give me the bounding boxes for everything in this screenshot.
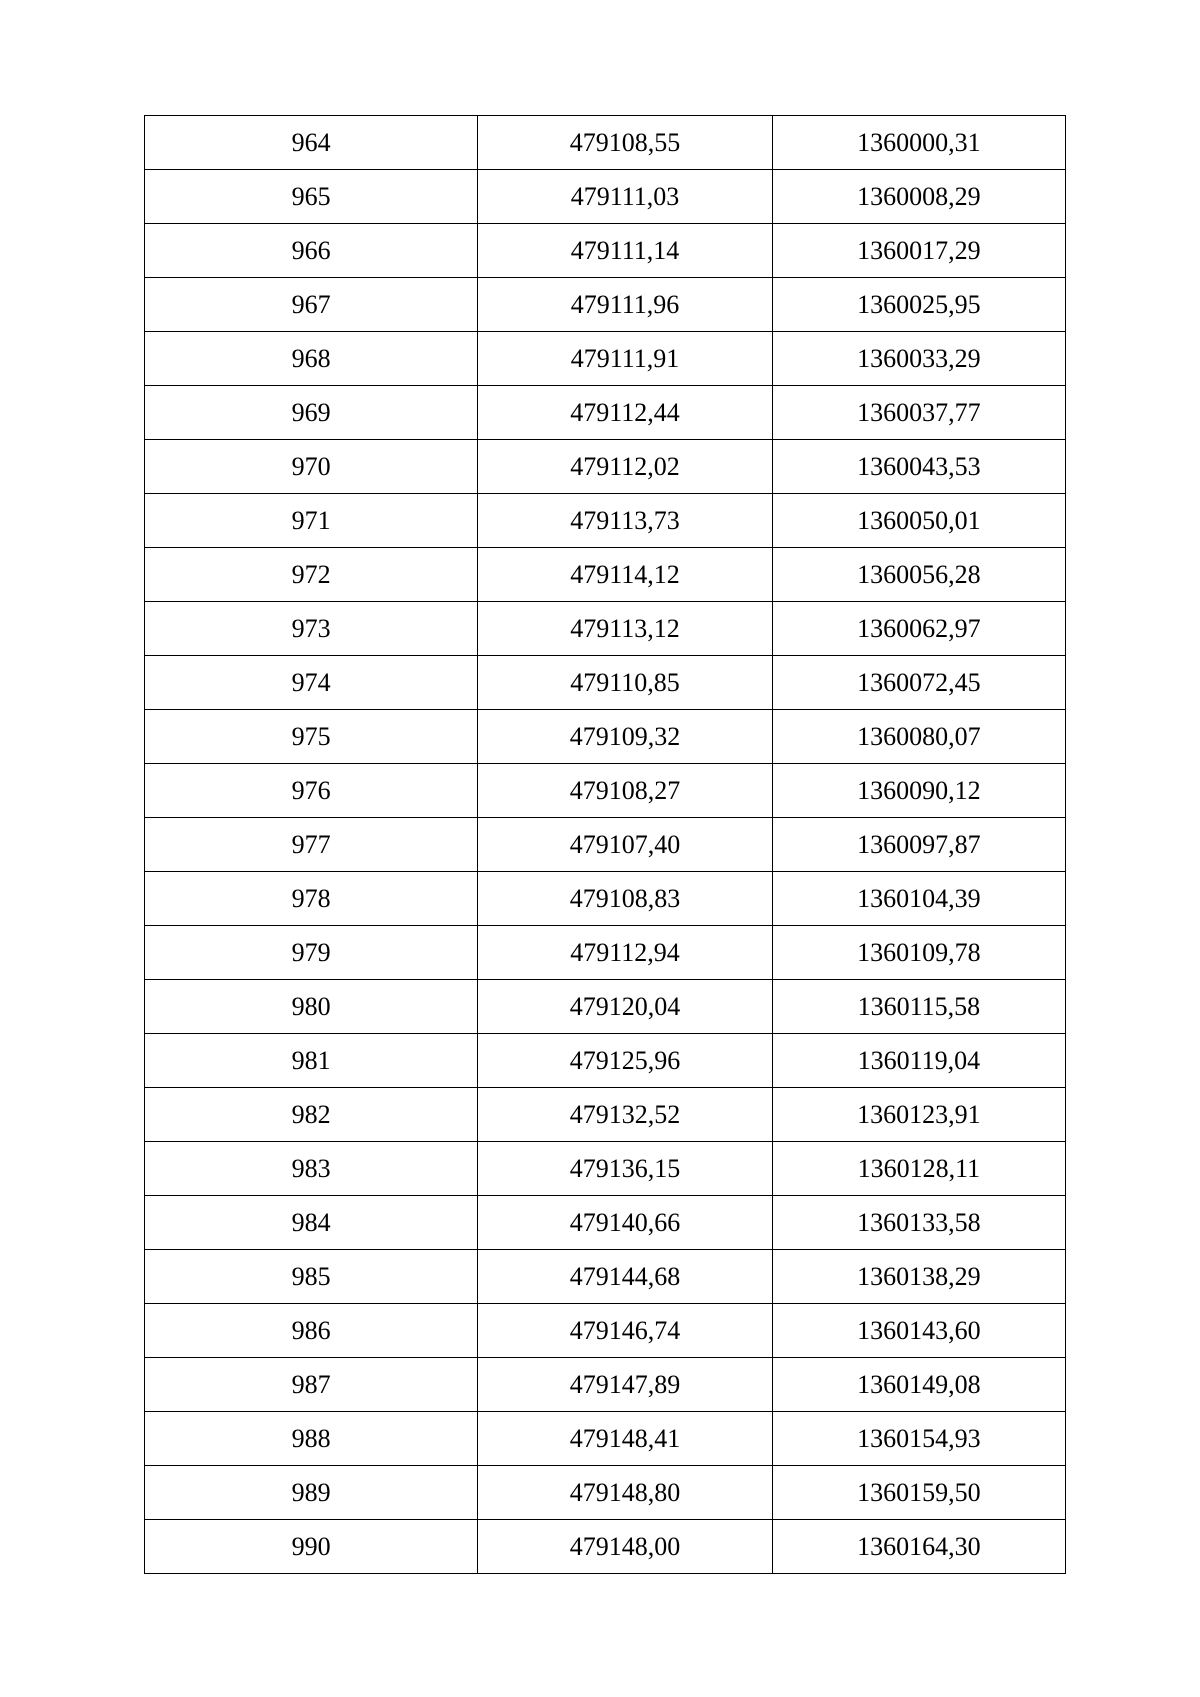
point-number-cell: 972 [145,548,478,602]
point-number-cell: 986 [145,1304,478,1358]
table-row [145,224,1066,278]
y-coordinate-cell: 1360164,30 [772,1520,1065,1574]
point-number-cell: 964 [145,116,478,170]
point-number-cell: 967 [145,278,478,332]
table-row [145,1196,1066,1250]
x-coordinate-cell: 479125,96 [478,1034,772,1088]
x-coordinate-cell: 479111,14 [478,224,772,278]
table-row [145,332,1066,386]
x-coordinate-cell: 479108,55 [478,116,772,170]
point-number-cell: 981 [145,1034,478,1088]
x-coordinate-cell: 479112,94 [478,926,772,980]
y-coordinate-cell: 1360138,29 [772,1250,1065,1304]
y-coordinate-cell: 1360033,29 [772,332,1065,386]
x-coordinate-cell: 479109,32 [478,710,772,764]
table-row [145,764,1066,818]
x-coordinate-cell: 479108,83 [478,872,772,926]
table-row [145,548,1066,602]
table-row [145,116,1066,170]
point-number-cell: 970 [145,440,478,494]
x-coordinate-cell: 479112,44 [478,386,772,440]
y-coordinate-cell: 1360072,45 [772,656,1065,710]
table-row [145,440,1066,494]
y-coordinate-cell: 1360097,87 [772,818,1065,872]
y-coordinate-cell: 1360109,78 [772,926,1065,980]
table-row [145,926,1066,980]
table-row [145,1358,1066,1412]
y-coordinate-cell: 1360159,50 [772,1466,1065,1520]
table-row [145,602,1066,656]
y-coordinate-cell: 1360050,01 [772,494,1065,548]
x-coordinate-cell: 479120,04 [478,980,772,1034]
coordinates-table-body [145,116,1066,1574]
y-coordinate-cell: 1360115,58 [772,980,1065,1034]
coordinates-table [144,115,1066,1574]
x-coordinate-cell: 479132,52 [478,1088,772,1142]
point-number-cell: 971 [145,494,478,548]
y-coordinate-cell: 1360062,97 [772,602,1065,656]
table-row [145,980,1066,1034]
table-row [145,1142,1066,1196]
y-coordinate-cell: 1360090,12 [772,764,1065,818]
table-row [145,494,1066,548]
y-coordinate-cell: 1360133,58 [772,1196,1065,1250]
point-number-cell: 989 [145,1466,478,1520]
x-coordinate-cell: 479110,85 [478,656,772,710]
x-coordinate-cell: 479111,03 [478,170,772,224]
table-row [145,872,1066,926]
point-number-cell: 984 [145,1196,478,1250]
y-coordinate-cell: 1360119,04 [772,1034,1065,1088]
x-coordinate-cell: 479146,74 [478,1304,772,1358]
point-number-cell: 982 [145,1088,478,1142]
point-number-cell: 966 [145,224,478,278]
x-coordinate-cell: 479111,96 [478,278,772,332]
point-number-cell: 973 [145,602,478,656]
point-number-cell: 983 [145,1142,478,1196]
table-row [145,1304,1066,1358]
y-coordinate-cell: 1360037,77 [772,386,1065,440]
point-number-cell: 969 [145,386,478,440]
y-coordinate-cell: 1360149,08 [772,1358,1065,1412]
y-coordinate-cell: 1360056,28 [772,548,1065,602]
table-row [145,1034,1066,1088]
x-coordinate-cell: 479112,02 [478,440,772,494]
y-coordinate-cell: 1360154,93 [772,1412,1065,1466]
y-coordinate-cell: 1360104,39 [772,872,1065,926]
table-row [145,1412,1066,1466]
point-number-cell: 965 [145,170,478,224]
y-coordinate-cell: 1360008,29 [772,170,1065,224]
table-row [145,1088,1066,1142]
y-coordinate-cell: 1360080,07 [772,710,1065,764]
y-coordinate-cell: 1360128,11 [772,1142,1065,1196]
table-row [145,1520,1066,1574]
point-number-cell: 979 [145,926,478,980]
x-coordinate-cell: 479140,66 [478,1196,772,1250]
x-coordinate-cell: 479108,27 [478,764,772,818]
point-number-cell: 978 [145,872,478,926]
x-coordinate-cell: 479114,12 [478,548,772,602]
table-row [145,1466,1066,1520]
table-row [145,710,1066,764]
y-coordinate-cell: 1360025,95 [772,278,1065,332]
y-coordinate-cell: 1360123,91 [772,1088,1065,1142]
x-coordinate-cell: 479148,41 [478,1412,772,1466]
table-row [145,386,1066,440]
y-coordinate-cell: 1360000,31 [772,116,1065,170]
x-coordinate-cell: 479148,00 [478,1520,772,1574]
y-coordinate-cell: 1360017,29 [772,224,1065,278]
point-number-cell: 988 [145,1412,478,1466]
x-coordinate-cell: 479148,80 [478,1466,772,1520]
point-number-cell: 990 [145,1520,478,1574]
x-coordinate-cell: 479144,68 [478,1250,772,1304]
point-number-cell: 980 [145,980,478,1034]
point-number-cell: 976 [145,764,478,818]
table-row [145,170,1066,224]
point-number-cell: 985 [145,1250,478,1304]
x-coordinate-cell: 479113,12 [478,602,772,656]
table-row [145,656,1066,710]
x-coordinate-cell: 479107,40 [478,818,772,872]
x-coordinate-cell: 479136,15 [478,1142,772,1196]
table-row [145,278,1066,332]
x-coordinate-cell: 479113,73 [478,494,772,548]
y-coordinate-cell: 1360043,53 [772,440,1065,494]
point-number-cell: 975 [145,710,478,764]
table-row [145,818,1066,872]
x-coordinate-cell: 479147,89 [478,1358,772,1412]
table-row [145,1250,1066,1304]
x-coordinate-cell: 479111,91 [478,332,772,386]
point-number-cell: 968 [145,332,478,386]
y-coordinate-cell: 1360143,60 [772,1304,1065,1358]
point-number-cell: 987 [145,1358,478,1412]
point-number-cell: 974 [145,656,478,710]
point-number-cell: 977 [145,818,478,872]
